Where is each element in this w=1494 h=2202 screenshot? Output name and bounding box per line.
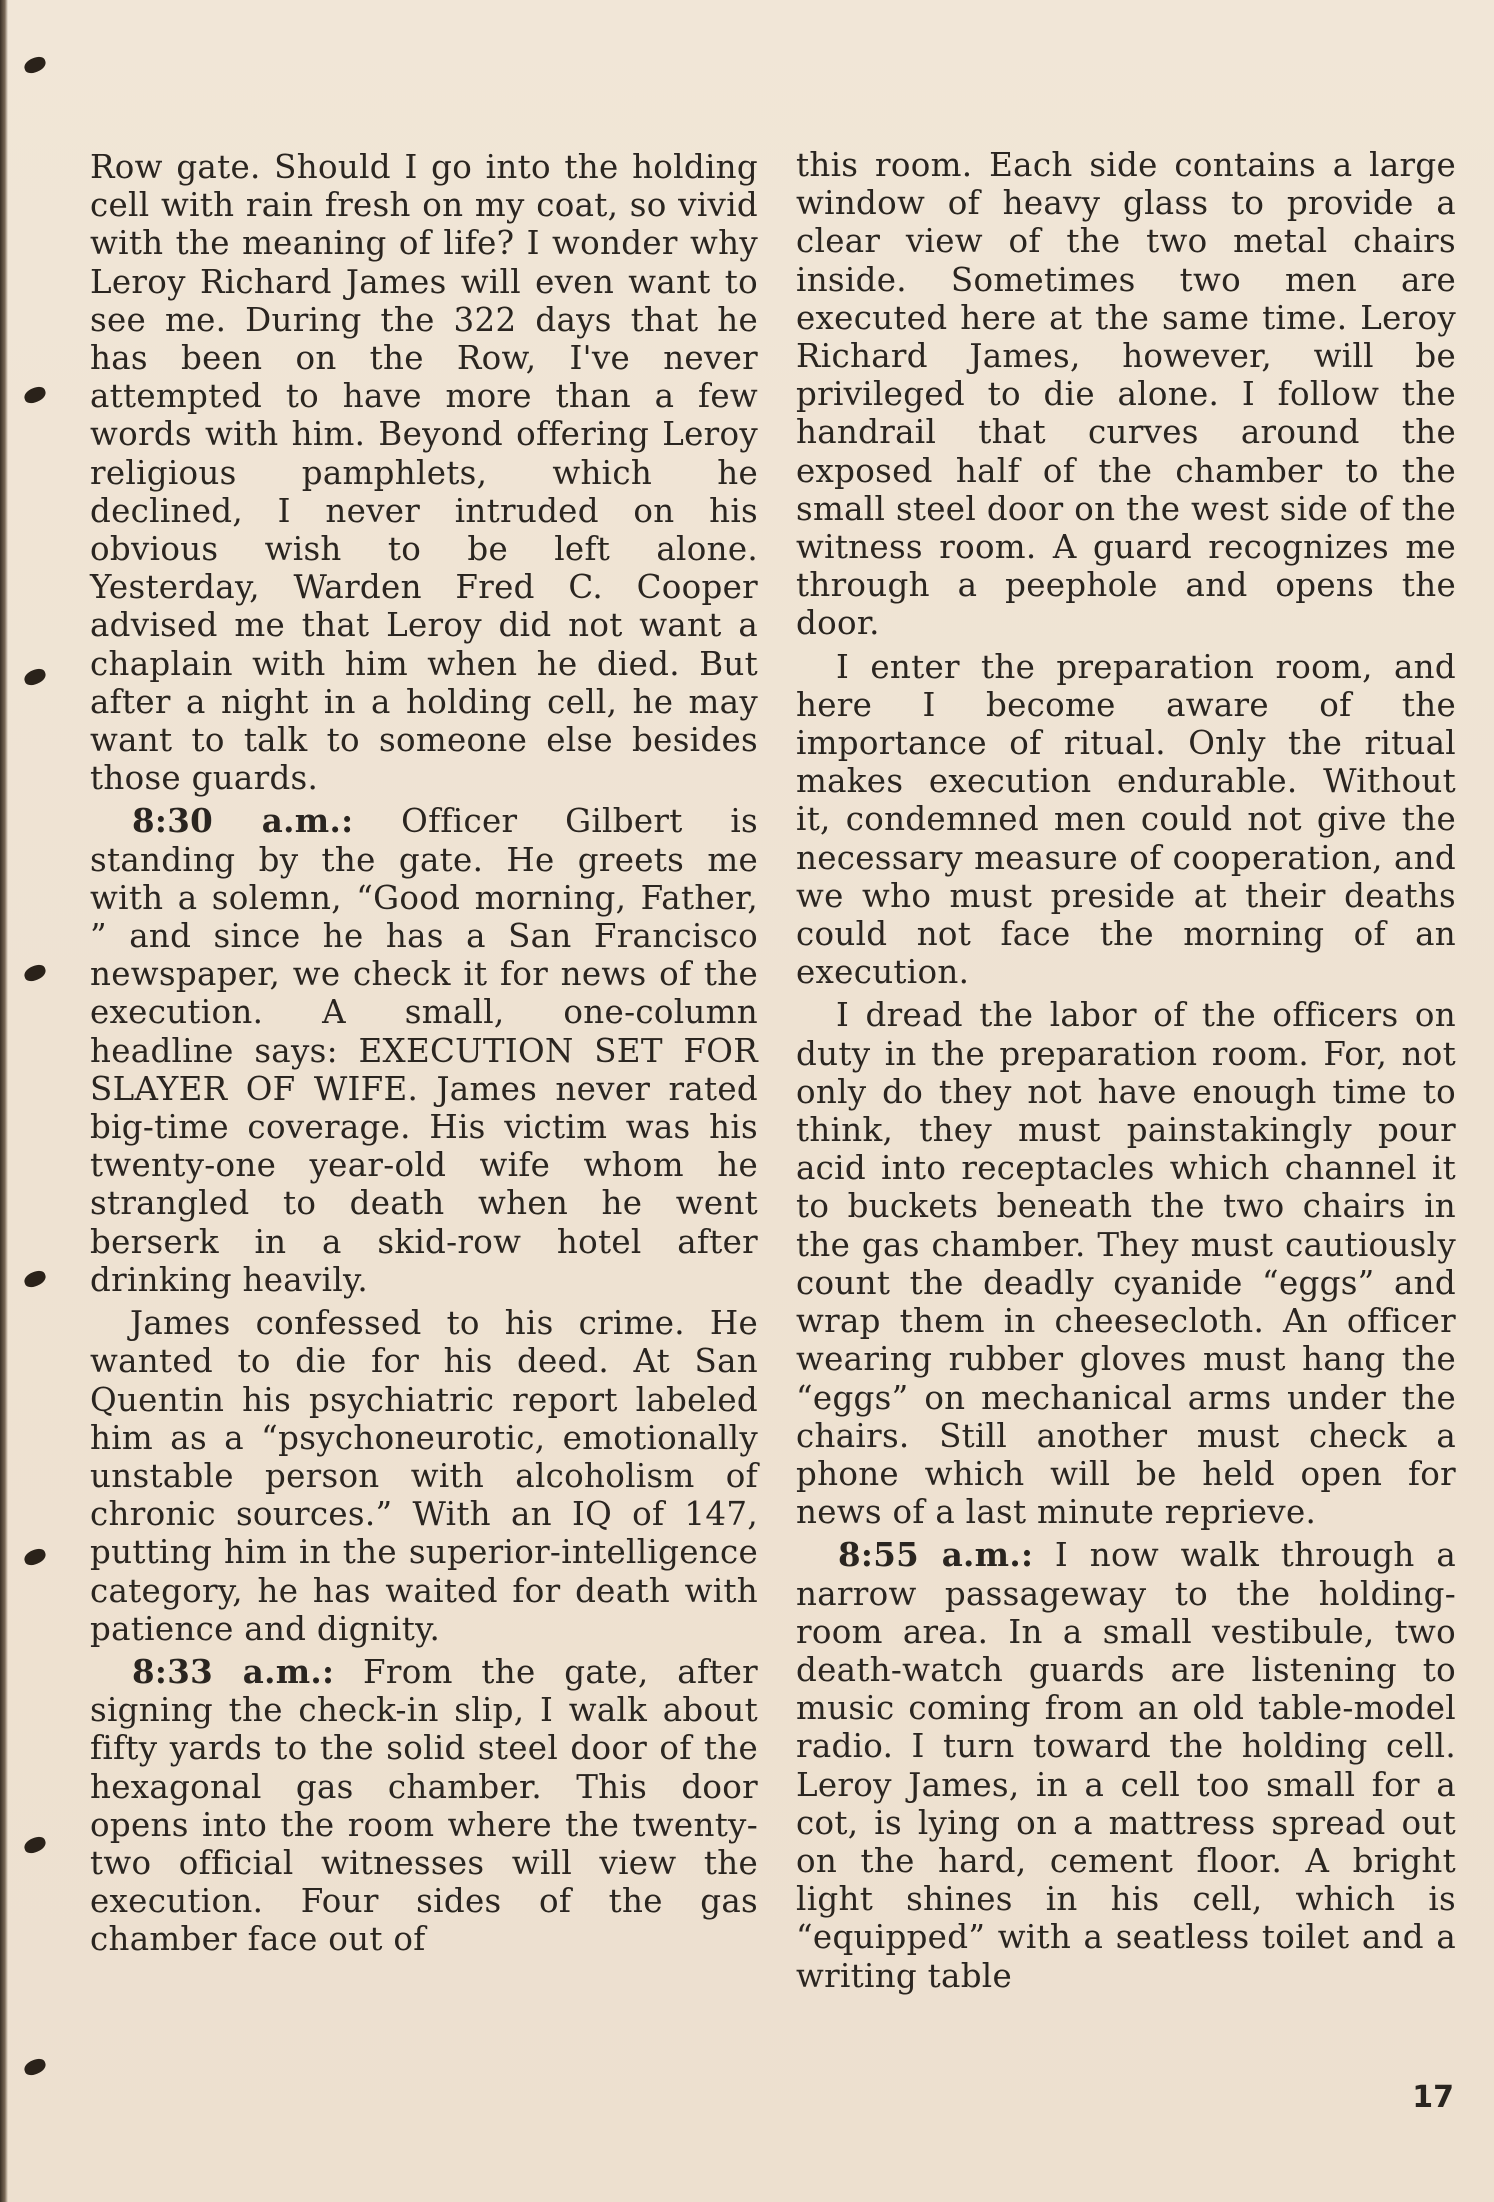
binding-hole xyxy=(22,1547,47,1568)
paragraph xyxy=(90,1653,758,1959)
paragraph: Row gate. Should I go into the holding cell with rain fresh on my coat, so vivid with the meaning of life? I wonder why Leroy Richard James will even want to see me. During the 322 days that he has been on the Row, I've never attempted to have more than a few words with him. Beyond offering Leroy religious pamphlets, which he declined, I never intruded on his obvious wish to be left alone. Yesterday, Warden Fred C. Cooper advised me that Leroy did not want a chaplain with him when he died. But after a night in a holding cell, he may want to talk to someone else besides those guards. xyxy=(90,148,758,798)
paragraph xyxy=(90,802,758,1299)
binding-hole xyxy=(22,1269,47,1290)
paragraph-text: Officer Gilbert is standing by the gate. He greets me with a solemn, “Good morning, Father, ” and since he has a San Francisco newspaper, we check it for news of the execution. A small, one-column headline says: EXECUTION SET FOR SLAYER OF WIFE. James never rated big-time coverage. His victim was his twenty-one year-old wife whom he strangled to death when he went berserk in a skid-row hotel after drinking heavily. xyxy=(90,802,759,1299)
page-number: 17 xyxy=(1412,2080,1454,2115)
paragraph-text: From the gate, after signing the check-in slip, I walk about fifty yards to the solid steel door of the hexagonal gas chamber. This door opens into the room where the twenty-two official witnesses will view the execution. Four sides of the gas chamber face out of xyxy=(90,1652,758,1959)
timestamp: 8:55 a.m.: xyxy=(838,1535,1034,1575)
paragraph: this room. Each side contains a large window of heavy glass to provide a clear view of the two metal chairs inside. Sometimes two men are executed here at the same time. Leroy Richard James, however, will be privileged to die alone. I follow the handrail that curves around the exposed half of the chamber to the small steel door on the west side of the witness room. A guard recognizes me through a peephole and opens the door. xyxy=(796,146,1456,643)
paragraph: James confessed to his crime. He wanted to die for his deed. At San Quentin his psychiatric report labeled him as a “psychoneurotic, emotionally unstable person with alcoholism of chronic sources.” With an IQ of 147, putting him in the superior-intelligence category, he has waited for death with patience and dignity. xyxy=(90,1304,758,1648)
binding-edge xyxy=(0,0,8,2202)
binding-hole xyxy=(22,55,47,76)
timestamp: 8:33 a.m.: xyxy=(132,1651,335,1691)
right-column xyxy=(796,146,1456,2000)
paragraph: I enter the preparation room, and here I become aware of the importance of ritual. Only the ritual makes execution endurable. Without it, condemned men could not give the necessary measure of cooperation, and we who must preside at their deaths could not face the morning of an execution. xyxy=(796,647,1456,992)
paragraph: I dread the labor of the officers on duty in the preparation room. For, not only do they not have enough time to think, they must painstakingly pour acid into receptacles which channel it to buckets beneath the two chairs in the gas chamber. They must cautiously count the deadly cyanide “eggs” and wrap them in cheesecloth. An officer wearing rubber gloves must hang the “eggs” on mechanical arms under the chairs. Still another must check a phone which will be held open for news of a last minute reprieve. xyxy=(796,996,1456,1532)
left-column xyxy=(90,148,758,1964)
binding-hole xyxy=(22,2057,47,2078)
timestamp: 8:30 a.m.: xyxy=(132,801,354,841)
binding-hole xyxy=(22,963,47,984)
binding-hole xyxy=(22,385,47,406)
binding-hole xyxy=(22,1835,47,1856)
paragraph xyxy=(796,1536,1456,1994)
binding-hole xyxy=(22,667,47,688)
paragraph-text: I now walk through a narrow passageway to the holding-room area. In a small vestibule, two death-watch guards are listening to music coming from an old table-model radio. I turn toward the holding cell. Leroy James, in a cell too small for a cot, is lying on a mattress spread out on the hard, cement floor. A bright light shines in his cell, which is “equipped” with a seatless toilet and a writing table xyxy=(796,1536,1456,1995)
